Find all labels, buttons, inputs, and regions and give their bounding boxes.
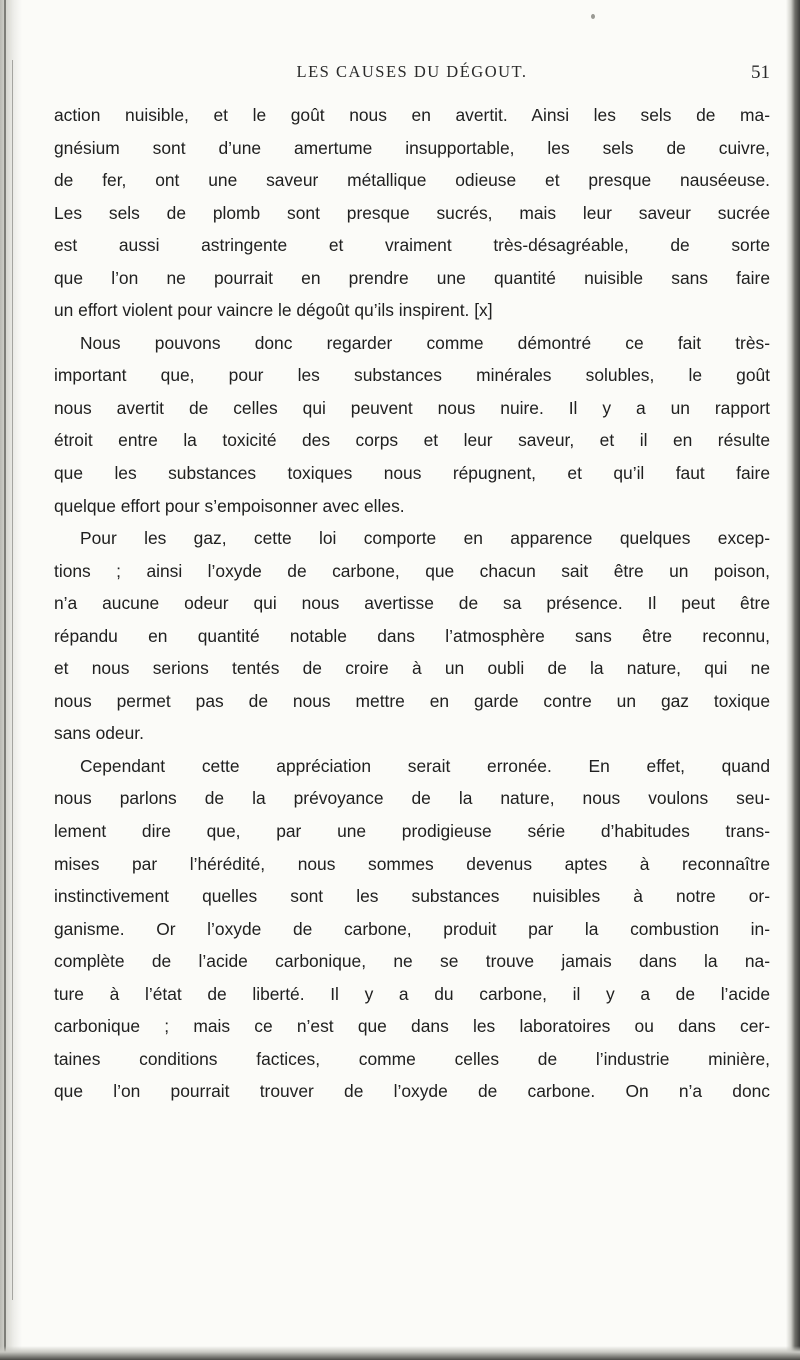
paragraph-start-line: Nous pouvons donc regarder comme démontré ce fait très- bbox=[80, 332, 770, 353]
text-line: tions ; ainsi l’oxyde de carbone, que chacun sait être un poison, bbox=[54, 560, 770, 581]
text-line: quelque effort pour s’empoisonner avec elles. bbox=[54, 495, 405, 516]
text-line: que l’on ne pourrait en prendre une quantité nuisible sans faire bbox=[54, 267, 770, 288]
body-text bbox=[54, 99, 770, 1108]
text-line: taines conditions factices, comme celles de l’industrie minière, bbox=[54, 1048, 770, 1069]
text-line: est aussi astringente et vraiment très-désagréable, de sorte bbox=[54, 235, 770, 256]
paragraph-start-line: Cependant cette appréciation serait erronée. En effet, quand bbox=[80, 755, 770, 776]
page-bottom-edge bbox=[0, 1346, 800, 1360]
text-line: complète de l’acide carbonique, ne se trouve jamais dans la na- bbox=[54, 951, 770, 972]
text-line: lement dire que, par une prodigieuse série d’habitudes trans- bbox=[54, 821, 770, 842]
text-line: ture à l’état de liberté. Il y a du carbone, il y a de l’acide bbox=[54, 983, 770, 1004]
page-right-edge bbox=[786, 0, 800, 1360]
text-line: nous permet pas de nous mettre en garde contre un gaz toxique bbox=[54, 690, 770, 711]
page-header bbox=[54, 62, 770, 92]
text-line: gnésium sont d’une amertume insupportable, les sels de cuivre, bbox=[54, 137, 770, 158]
text-line: Les sels de plomb sont presque sucrés, mais leur saveur sucrée bbox=[54, 202, 770, 223]
text-line: de fer, ont une saveur métallique odieuse et presque nauséeuse. bbox=[54, 170, 770, 191]
text-line: étroit entre la toxicité des corps et leur saveur, et il en résulte bbox=[54, 430, 770, 451]
page-number: 51 bbox=[751, 62, 770, 83]
text-line: que l’on pourrait trouver de l’oxyde de carbone. On n’a donc bbox=[54, 1081, 770, 1102]
paragraph-start-line: Pour les gaz, cette loi comporte en apparence quelques excep- bbox=[80, 528, 770, 549]
text-line: et nous serions tentés de croire à un oubli de la nature, qui ne bbox=[54, 658, 770, 679]
paper-speck bbox=[591, 14, 595, 19]
text-line: carbonique ; mais ce n’est que dans les laboratoires ou dans cer- bbox=[54, 1016, 770, 1037]
text-line: ganisme. Or l’oxyde de carbone, produit par la combustion in- bbox=[54, 918, 770, 939]
text-line: mises par l’hérédité, nous sommes devenus aptes à reconnaître bbox=[54, 853, 770, 874]
text-line: important que, pour les substances minérales solubles, le goût bbox=[54, 365, 770, 386]
text-line: n’a aucune odeur qui nous avertisse de sa présence. Il peut être bbox=[54, 593, 770, 614]
text-line: action nuisible, et le goût nous en avertit. Ainsi les sels de ma- bbox=[54, 105, 770, 125]
text-line: nous parlons de la prévoyance de la nature, nous voulons seu- bbox=[54, 788, 770, 809]
text-line: instinctivement quelles sont les substances nuisibles à notre or- bbox=[54, 886, 770, 907]
text-line: nous avertit de celles qui peuvent nous nuire. Il y a un rapport bbox=[54, 397, 770, 418]
text-line: répandu en quantité notable dans l’atmosphère sans être reconnu, bbox=[54, 625, 770, 646]
binding-edge-line bbox=[4, 0, 6, 1360]
running-head: LES CAUSES DU DÉGOUT. bbox=[296, 62, 528, 81]
text-line: que les substances toxiques nous répugnent, et qu’il faut faire bbox=[54, 463, 770, 484]
binding-inner-line bbox=[12, 60, 13, 1300]
text-line: un effort violent pour vaincre le dégoût qu’ils inspirent. [x] bbox=[54, 300, 493, 321]
text-line: sans odeur. bbox=[54, 723, 144, 744]
